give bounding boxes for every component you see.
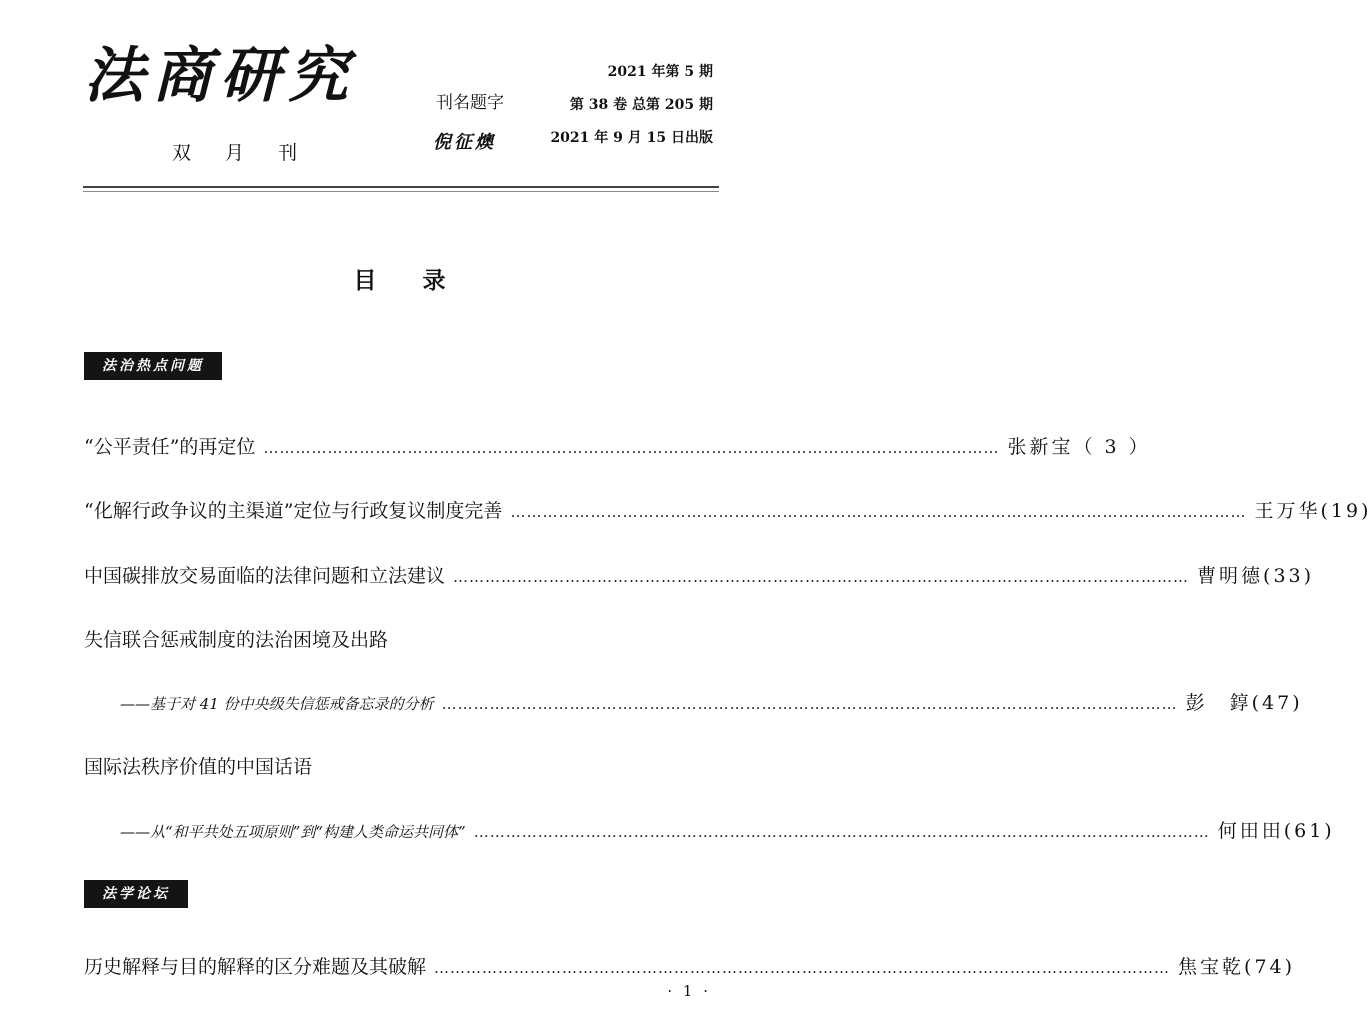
leader-dots: ………………………………………………………………………………………………………………………… xyxy=(434,959,1171,977)
toc-heading: 目录 xyxy=(353,267,492,294)
header-rule xyxy=(83,186,719,192)
entry-page: （ 3 ） xyxy=(1073,436,1151,458)
toc-entry-subtitle[interactable] xyxy=(120,816,1335,843)
entry-title: 国际法秩序价值的中国话语 xyxy=(84,756,313,778)
entry-author: 张新宝（ 3 ） xyxy=(1007,436,1151,458)
leader-dots: ………………………………………………………………………………………………………………………… xyxy=(263,439,1000,457)
entry-title: “公平责任”的再定位 xyxy=(84,436,256,458)
entry-author: 曹明德(33) xyxy=(1197,565,1315,587)
entry-author: 彭 錞(47) xyxy=(1185,692,1303,714)
masthead-frequency: 双 月 刊 xyxy=(172,142,312,164)
entry-page: (47) xyxy=(1251,692,1303,714)
entry-page: (74) xyxy=(1244,956,1296,978)
entry-author: 焦宝乾(74) xyxy=(1178,956,1296,978)
leader-dots: ………………………………………………………………………………………………………………………… xyxy=(510,503,1247,521)
entry-page: (19) xyxy=(1320,500,1371,522)
entry-page: (61) xyxy=(1283,820,1335,842)
toc-entry[interactable] xyxy=(84,496,1371,523)
page-number: · 1 · xyxy=(667,982,711,1000)
publish-date: 2021 年 9 月 15 日出版 xyxy=(550,130,713,146)
toc-entry-title-only[interactable] xyxy=(84,625,718,652)
entry-author: 何田田(61) xyxy=(1217,820,1335,842)
entry-author: 王万华(19) xyxy=(1254,500,1371,522)
inscription-signature: 倪征燠 xyxy=(433,132,496,153)
entry-subtitle: ——基于对 41 份中央级失信惩戒备忘录的分析 xyxy=(120,695,434,713)
volume-info: 第 38 卷 总第 205 期 xyxy=(569,97,713,113)
inscription-label: 刊名题字 xyxy=(436,93,504,113)
leader-dots: ………………………………………………………………………………………………………………………… xyxy=(473,823,1210,841)
entry-page: (33) xyxy=(1263,565,1315,587)
entry-title: 历史解释与目的解释的区分难题及其破解 xyxy=(84,956,427,978)
entry-title: “化解行政争议的主渠道”定位与行政复议制度完善 xyxy=(84,500,503,522)
issue-info xyxy=(550,56,713,155)
toc-entry[interactable] xyxy=(84,561,1315,588)
toc-entry[interactable] xyxy=(84,952,1296,979)
section-tag-hot-topics: 法治热点问题 xyxy=(84,352,222,380)
section-tag-law-forum: 法学论坛 xyxy=(84,880,188,908)
toc-entry-subtitle[interactable] xyxy=(120,688,1303,715)
masthead-title: 法商研究 xyxy=(84,41,356,111)
entry-subtitle: ——从“和平共处五项原则”到“构建人类命运共同体” xyxy=(120,823,466,841)
issue-number: 2021 年第 5 期 xyxy=(607,64,713,80)
entry-title: 失信联合惩戒制度的法治困境及出路 xyxy=(84,629,389,651)
toc-entry-title-only[interactable] xyxy=(84,752,718,779)
leader-dots: ………………………………………………………………………………………………………………………… xyxy=(453,568,1190,586)
toc-entry[interactable] xyxy=(84,432,1151,459)
leader-dots: ………………………………………………………………………………………………………………………… xyxy=(441,695,1178,713)
entry-title: 中国碳排放交易面临的法律问题和立法建议 xyxy=(84,565,446,587)
